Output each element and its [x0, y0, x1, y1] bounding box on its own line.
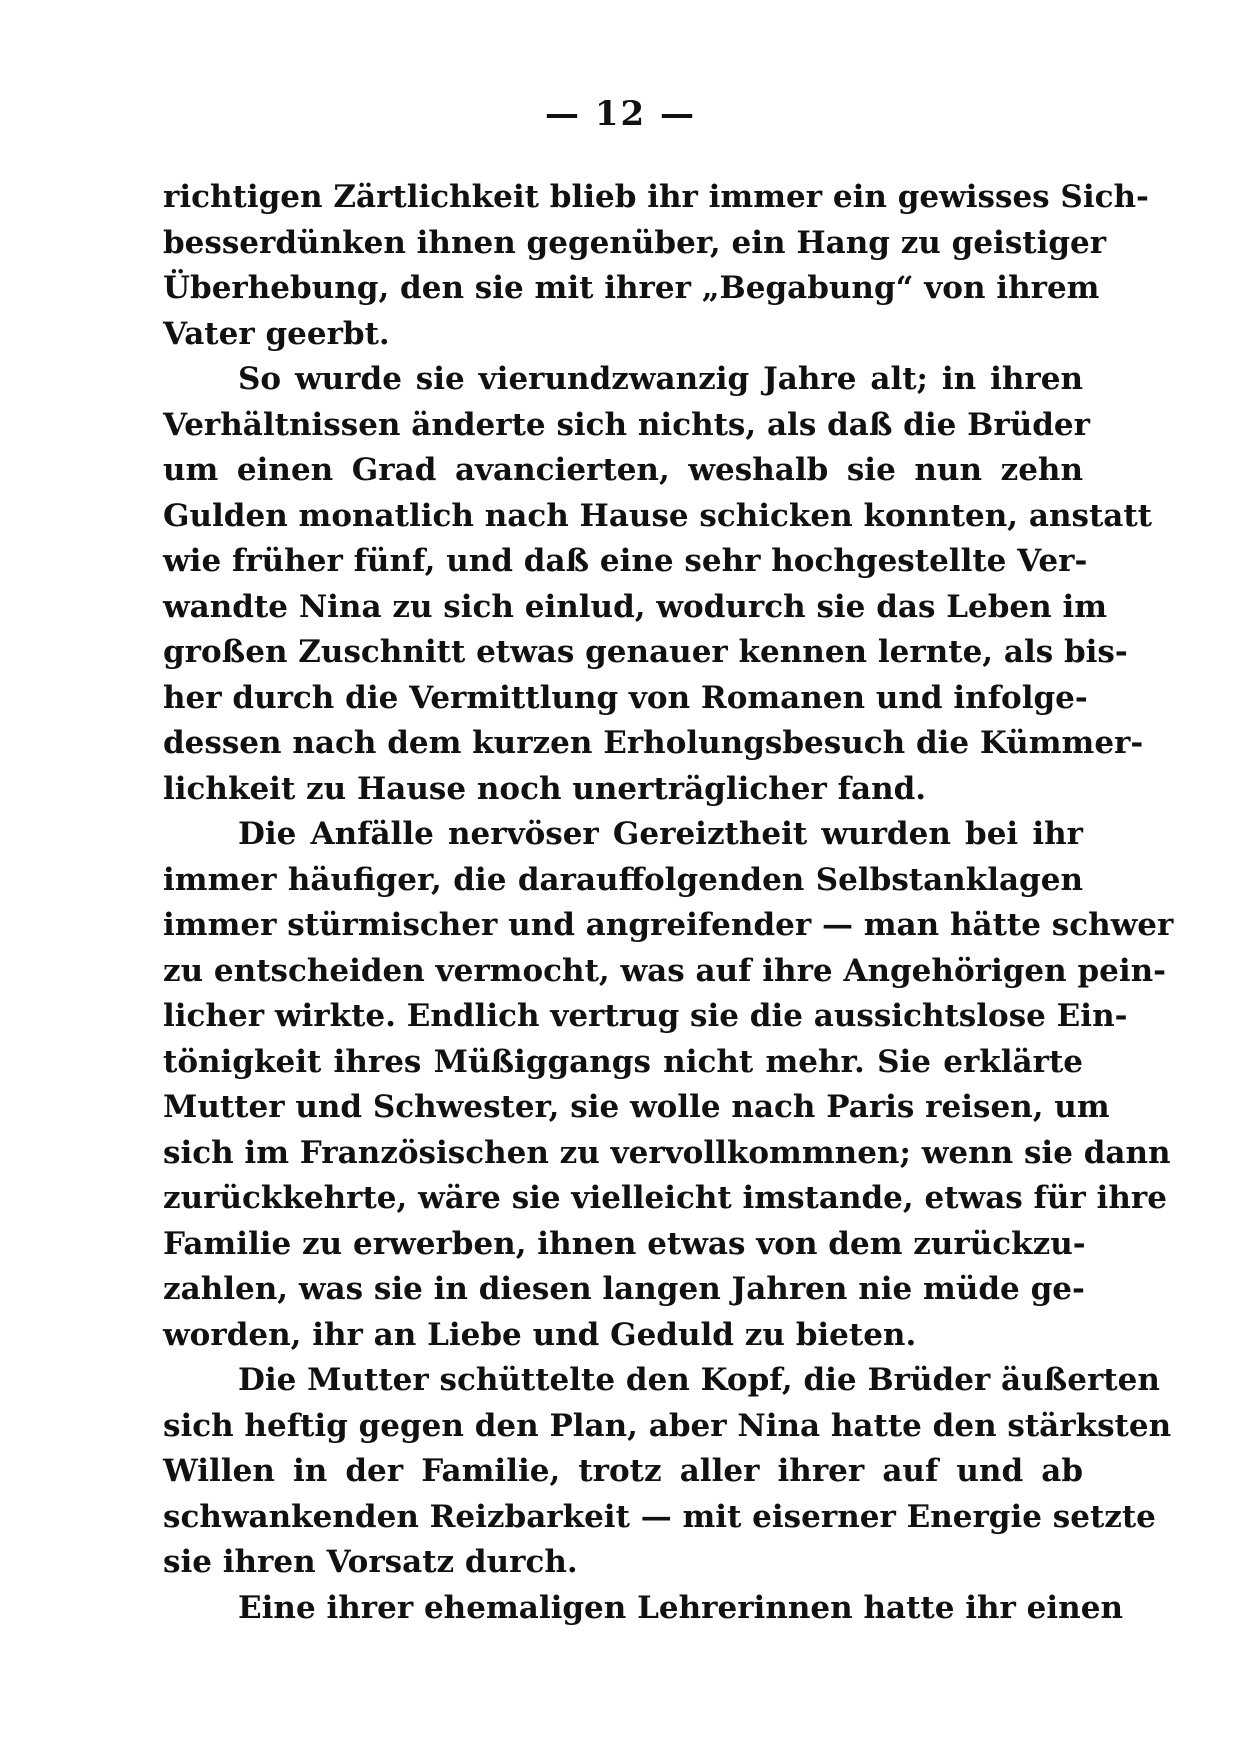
text-line: her durch die Vermittlung von Romanen und infolge- [163, 679, 1088, 716]
text-line: zurückkehrte, wäre sie vielleicht imstande, etwas für ihre [163, 1180, 1167, 1216]
text-line: wie früher fünf, und daß eine sehr hochgestellte Ver- [163, 543, 1088, 579]
text-line: wandte Nina zu sich einlud, wodurch sie das Leben im [163, 588, 1108, 625]
text-line: Verhältnissen änderte sich nichts, als daß die Brüder [163, 406, 1090, 443]
text-line: Die Mutter schüttelte den Kopf, die Brüder äußerten [238, 1362, 1160, 1398]
text-line: immer stürmischer und angreifender — man hätte schwer [163, 907, 1174, 943]
text-line: Überhebung, den sie mit ihrer „Begabung“ von ihrem [163, 270, 1100, 306]
paragraph [163, 1358, 1172, 1586]
text-line: Vater geerbt. [163, 315, 390, 352]
body-text [163, 175, 1174, 1631]
text-line: um einen Grad avancierten, weshalb sie nun zehn [163, 452, 1083, 488]
text-line: Eine ihrer ehemaligen Lehrerinnen hatte ihr einen [238, 1589, 1123, 1626]
text-line: großen Zuschnitt etwas genauer kennen lernte, als bis- [163, 634, 1128, 670]
text-line: So wurde sie vierundzwanzig Jahre alt; in ihren [238, 361, 1083, 397]
text-line: Mutter und Schwester, sie wolle nach Paris reisen, um [163, 1089, 1110, 1125]
text-line: dessen nach dem kurzen Erholungsbesuch die Kümmer- [163, 725, 1144, 761]
text-line: tönigkeit ihres Müßiggangs nicht mehr. Sie erklärte [163, 1043, 1083, 1080]
text-line: Die Anfälle nervöser Gereiztheit wurden bei ihr [238, 816, 1083, 852]
text-line: richtigen Zärtlichkeit blieb ihr immer ein gewisses Sich- [163, 179, 1149, 215]
text-line: zahlen, was sie in diesen langen Jahren nie müde ge- [163, 1271, 1085, 1307]
text-line: licher wirkte. Endlich vertrug sie die aussichtslose Ein- [163, 998, 1128, 1034]
page-number: — 12 — [545, 94, 696, 134]
text-line: besserdünken ihnen gegenüber, ein Hang zu geistiger [163, 224, 1107, 261]
text-line: Familie zu erwerben, ihnen etwas von dem zurückzu- [163, 1225, 1086, 1262]
text-line: sich heftig gegen den Plan, aber Nina hatte den stärksten [163, 1407, 1172, 1444]
text-line: Willen in der Familie, trotz aller ihrer auf und ab [163, 1453, 1083, 1489]
text-line: worden, ihr an Liebe und Geduld zu bieten. [163, 1316, 917, 1353]
text-line: sich im Französischen zu vervollkommnen; wenn sie dann [163, 1134, 1171, 1171]
text-line: sie ihren Vorsatz durch. [163, 1544, 578, 1580]
text-line: zu entscheiden vermocht, was auf ihre Angehörigen pein- [163, 952, 1167, 989]
text-line: lichkeit zu Hause noch unerträglicher fand. [163, 770, 927, 807]
paragraph [163, 1586, 1123, 1632]
paragraph [163, 175, 1149, 357]
text-line: Gulden monatlich nach Hause schicken konnten, anstatt [163, 497, 1152, 534]
text-line: schwankenden Reizbarkeit — mit eiserner Energie setzte [163, 1498, 1156, 1535]
paragraph [163, 812, 1174, 1358]
paragraph [163, 357, 1152, 812]
text-line: immer häufiger, die darauffolgenden Selbstanklagen [163, 861, 1083, 898]
